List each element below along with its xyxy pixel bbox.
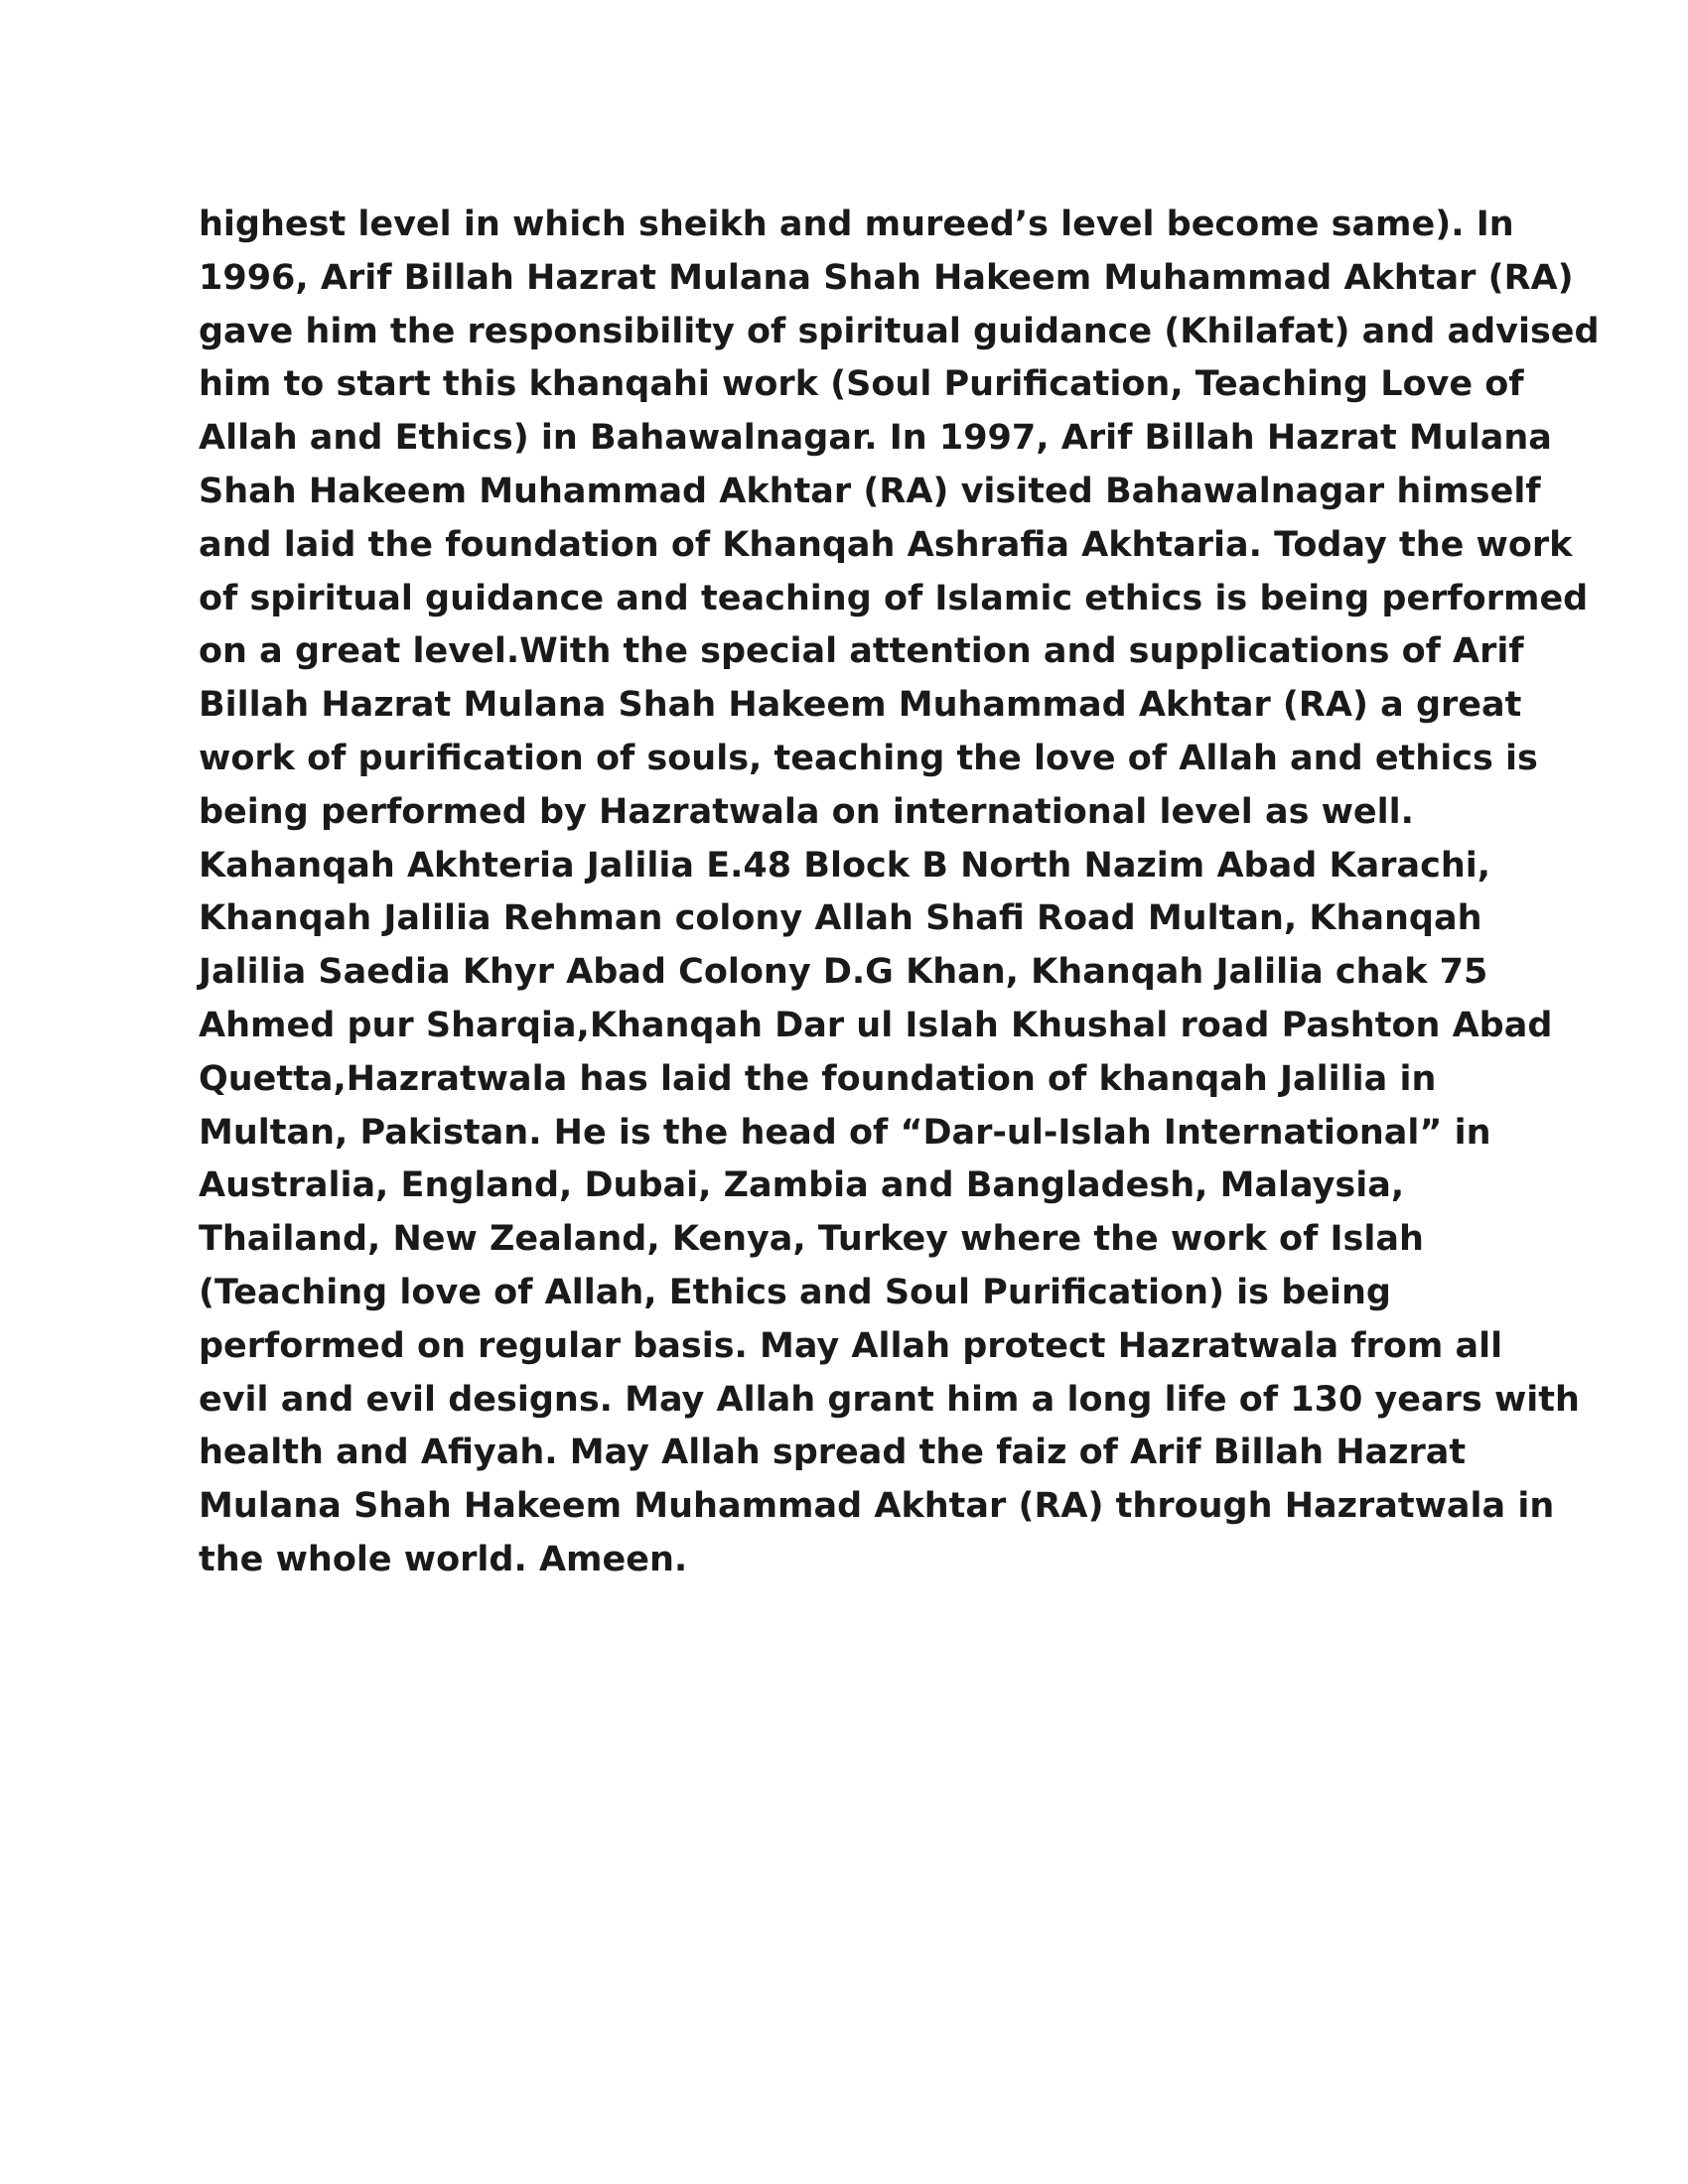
paragraph-line: (Teaching love of Allah, Ethics and Soul Purification) is being [199, 1272, 1391, 1312]
paragraph-line: performed on regular basis. May Allah protect Hazratwala from all [199, 1325, 1503, 1366]
paragraph-line: Billah Hazrat Mulana Shah Hakeem Muhammad Akhtar (RA) a great [199, 685, 1522, 726]
paragraph-line: Allah and Ethics) in Bahawalnagar. In 1997, Arif Billah Hazrat Mulana [199, 418, 1552, 459]
paragraph-line: Multan, Pakistan. He is the head of “Dar-ul-Islah International” in [199, 1112, 1491, 1153]
paragraph-line: him to start this khanqahi work (Soul Purification, Teaching Love of [199, 364, 1524, 405]
paragraph-line: gave him the responsibility of spiritual guidance (Khilafat) and advised [199, 311, 1600, 351]
paragraph-line: Quetta,Hazratwala has laid the foundation of khanqah Jalilia in [199, 1058, 1437, 1099]
paragraph-line: Kahanqah Akhteria Jalilia E.48 Block B North Nazim Abad Karachi, [199, 845, 1491, 886]
paragraph-line: of spiritual guidance and teaching of Islamic ethics is being performed [199, 578, 1589, 618]
paragraph-line: Mulana Shah Hakeem Muhammad Akhtar (RA) through Hazratwala in [199, 1486, 1555, 1527]
paragraph-line: being performed by Hazratwala on international level as well. [199, 791, 1414, 832]
paragraph-line: work of purification of souls, teaching the love of Allah and ethics is [199, 738, 1538, 778]
paragraph-line: highest level in which sheikh and mureed’s level become same). In [199, 205, 1514, 244]
paragraph-line: Australia, England, Dubai, Zambia and Bangladesh, Malaysia, [199, 1165, 1405, 1206]
paragraph-line: health and Afiyah. May Allah spread the faiz of Arif Billah Hazrat [199, 1433, 1467, 1473]
paragraph-line: the whole world. Ameen. [199, 1539, 688, 1579]
paragraph-line: Thailand, New Zealand, Kenya, Turkey where the work of Islah [199, 1219, 1424, 1260]
paragraph-line: 1996, Arif Billah Hazrat Mulana Shah Hakeem Muhammad Akhtar (RA) [199, 257, 1574, 298]
paragraph-line: Jalilia Saedia Khyr Abad Colony D.G Khan, Khanqah Jalilia chak 75 [199, 952, 1488, 993]
paragraph-line: and laid the foundation of Khanqah Ashrafia Akhtaria. Today the work [199, 524, 1573, 565]
body-paragraph [199, 199, 1600, 1587]
paragraph-line: evil and evil designs. May Allah grant him a long life of 130 years with [199, 1379, 1580, 1420]
paragraph-line: Shah Hakeem Muhammad Akhtar (RA) visited Bahawalnagar himself [199, 471, 1541, 511]
paragraph-line: Ahmed pur Sharqia,Khanqah Dar ul Islah Khushal road Pashton Abad [199, 1005, 1553, 1045]
paragraph-line: on a great level.With the special attention and supplications of Arif [199, 631, 1524, 672]
paragraph-line: Khanqah Jalilia Rehman colony Allah Shafi Road Multan, Khanqah [199, 898, 1482, 939]
